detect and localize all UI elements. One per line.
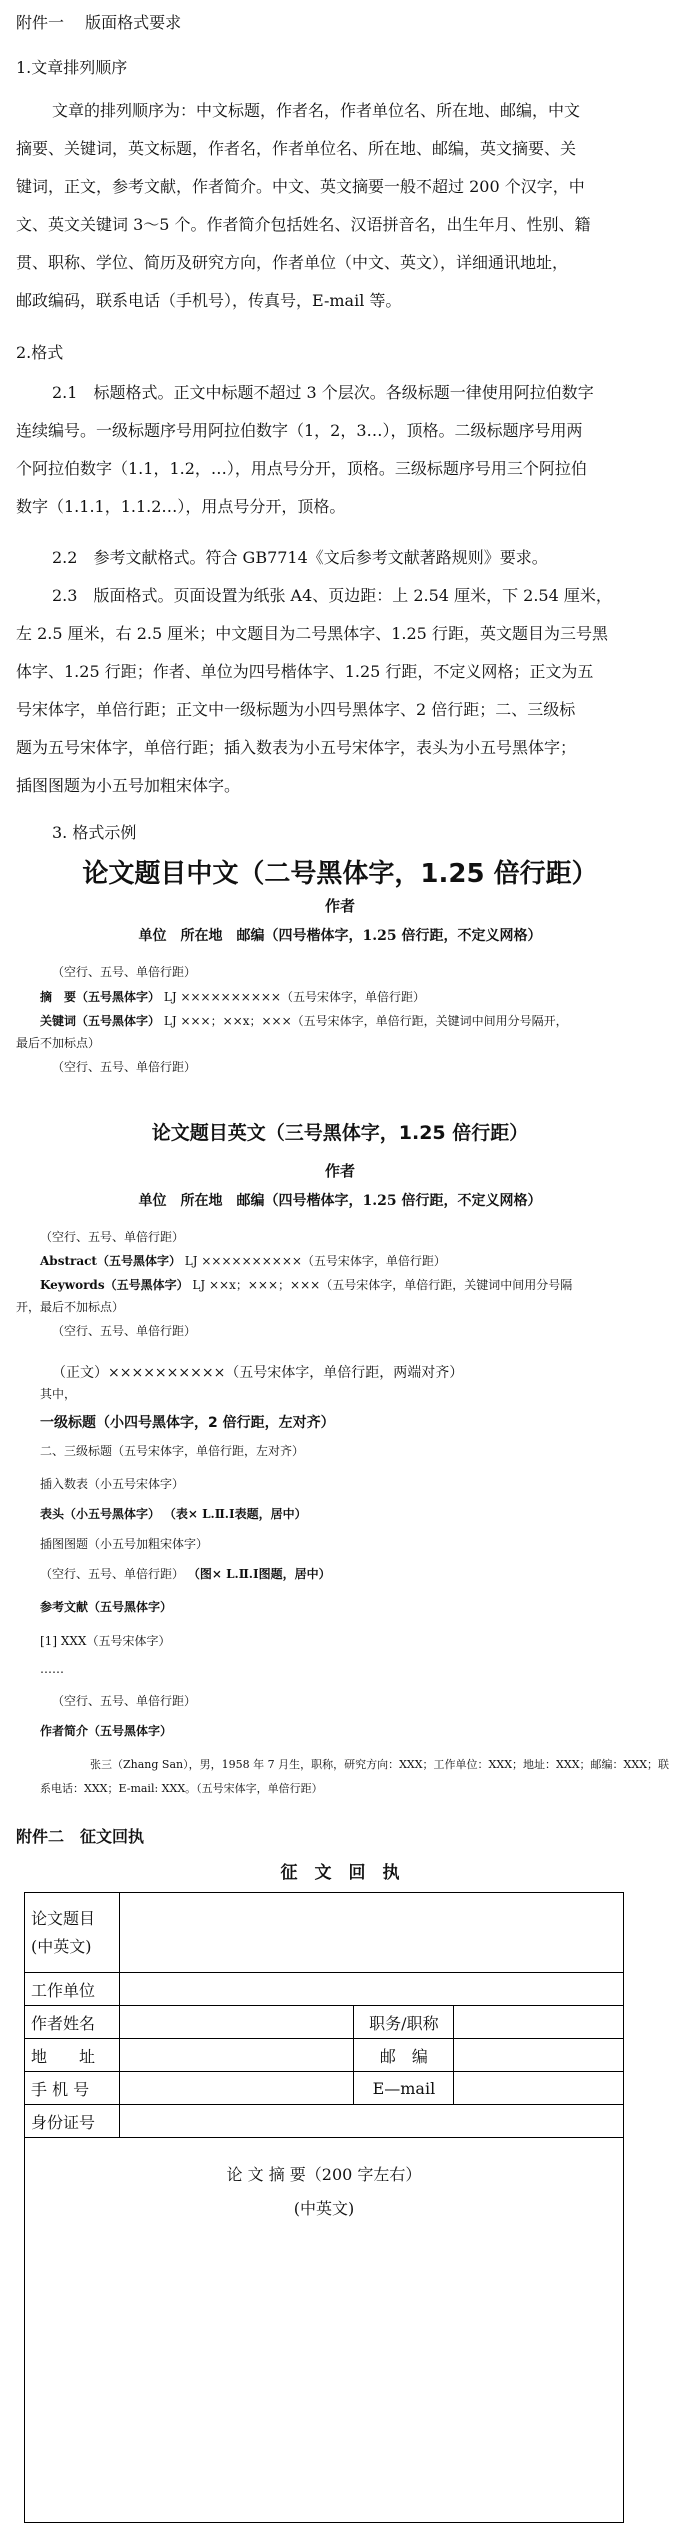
en-abstract-row: [40, 1252, 446, 1269]
s1-line-4: 文、英文关键词 3～5 个。作者简介包括姓名、汉语拼音名，出生年月、性别、籍: [16, 215, 591, 234]
section1-title: 1.文章排列顺序: [16, 58, 128, 77]
example-spacing-3: （空行、五号、单倍行距）: [40, 1230, 185, 1244]
s1-line-6: 邮政编码，联系电话（手机号），传真号，E-mail 等。: [16, 291, 402, 310]
id-number-label: 身份证号: [25, 2105, 120, 2138]
email-label: E—mail: [354, 2072, 454, 2105]
example-en-unit-line: 单位 所在地 邮编（四号楷体字，1.25 倍行距，不定义网格）: [138, 1193, 542, 1209]
address-field[interactable]: [119, 2039, 354, 2072]
bio-line-2: 系电话：XXX；E-mail: XXX。（五号宋体字，单倍行距）: [40, 1782, 323, 1795]
example-author: 作者: [324, 897, 355, 915]
ref-1: [1] XXX（五号宋体字）: [40, 1634, 171, 1648]
s2-3-line-4: 号宋体字，单倍行距；正文中一级标题为小四号黑体字、2 倍行距；二、三级标: [16, 700, 576, 719]
en-keywords-row: [40, 1276, 572, 1293]
s1-line-5: 贯、职称、学位、简历及研究方向，作者单位（中文、英文），详细通讯地址，: [16, 253, 569, 272]
paper-title-label: [25, 1893, 120, 1973]
spacing-6: （空行、五号、单倍行距）: [52, 1694, 197, 1708]
abstract-row: [40, 988, 425, 1005]
position-label: 职务/职称: [354, 2006, 454, 2039]
s1-line-3: 键词，正文，参考文献，作者简介。中文、英文摘要一般不超过 200 个汉字，中: [16, 177, 585, 196]
keywords-label: 关键词（五号黑体字）: [40, 1014, 161, 1028]
keywords-cont: 最后不加标点）: [16, 1036, 101, 1050]
example-spacing-1: （空行、五号、单倍行距）: [52, 965, 197, 979]
receipt-form-table: [24, 1892, 624, 2523]
id-number-field[interactable]: [119, 2105, 623, 2138]
author-name-label: 作者姓名: [25, 2006, 120, 2039]
example-cn-title: 论文题目中文（二号黑体字，1.25 倍行距）: [82, 859, 598, 889]
work-unit-label: 工作单位: [25, 1973, 120, 2006]
table-insert: 插入数表（小五号宋体字）: [40, 1477, 185, 1491]
fig-title: 插图图题（小五号加粗宋体字）: [40, 1537, 209, 1551]
bio-line-1: 张三（Zhang San），男，1958 年 7 月生，职称，研究方向：XXX；工作单位：XXX；地址：XXX；邮编：XXX；联: [90, 1758, 670, 1771]
abstract-text: LJ ××××××××××（五号宋体字，单倍行距）: [163, 990, 425, 1004]
s2-3-line-2: 左 2.5 厘米，右 2.5 厘米；中文题目为二号黑体字、1.25 行距，英文题目为三号黑: [16, 624, 608, 643]
spacing-5: （空行、五号、单倍行距）: [40, 1567, 185, 1581]
example-spacing-4: （空行、五号、单倍行距）: [52, 1324, 197, 1338]
table-head-label: 表头（小五号黑体字）: [40, 1507, 161, 1521]
s2-1-line-4: 数字（1.1.1，1.1.2…），用点号分开，顶格。: [16, 497, 346, 516]
paper-title-field[interactable]: [119, 1893, 623, 1973]
section3-title: 3. 格式示例: [52, 823, 137, 842]
s2-3-line-5: 题为五号宋体字，单倍行距；插入数表为小五号宋体字，表头为小五号黑体字；: [16, 738, 577, 757]
body-line: （正文）××××××××××（五号宋体字，单倍行距，两端对齐）: [52, 1365, 464, 1381]
section2-title: 2.格式: [16, 343, 64, 362]
abstract-title: 论 文 摘 要（200 字左右）: [226, 2165, 422, 2184]
mobile-label: 手 机 号: [25, 2072, 120, 2105]
table-head-text: （表× L.Ⅱ.I表题，居中）: [163, 1507, 307, 1521]
s2-1-line-3: 个阿拉伯数字（1.1，1.2，…），用点号分开，顶格。三级标题序号用三个阿拉伯: [16, 459, 587, 478]
s2-3-line-6: 插图图题为小五号加粗宋体字。: [16, 776, 241, 795]
qizhong: 其中，: [40, 1387, 77, 1401]
refs-label: 参考文献（五号黑体字）: [40, 1600, 173, 1614]
abstract-subtitle: (中英文): [293, 2199, 355, 2218]
example-unit-line: 单位 所在地 邮编（四号楷体字，1.25 倍行距，不定义网格）: [138, 928, 542, 944]
address-label: 地 址: [25, 2039, 120, 2072]
postcode-field[interactable]: [454, 2039, 624, 2072]
abstract-box[interactable]: [25, 2138, 624, 2523]
mobile-field[interactable]: [119, 2072, 354, 2105]
author-name-field[interactable]: [119, 2006, 354, 2039]
example-spacing-2: （空行、五号、单倍行距）: [52, 1060, 197, 1074]
ellipsis: ……: [40, 1662, 64, 1676]
abstract-label: 摘 要（五号黑体字）: [40, 990, 161, 1004]
s1-line-1: 文章的排列顺序为：中文标题，作者名，作者单位名、所在地、邮编，中文: [52, 101, 581, 120]
attachment2-heading: 附件二 征文回执: [16, 1827, 145, 1846]
en-keywords-cont: 开，最后不加标点）: [16, 1300, 125, 1314]
email-field[interactable]: [454, 2072, 624, 2105]
s2-3-line-3: 体字、1.25 行距；作者、单位为四号楷体字、1.25 行距，不定义网格；正文为五: [16, 662, 594, 681]
en-keywords-text: LJ ××ⅹ；×××；×××（五号宋体字，单倍行距，关键词中间用分号隔: [192, 1278, 573, 1292]
keywords-row: [40, 1012, 568, 1029]
en-keywords-label: Keywords（五号黑体字）: [40, 1278, 189, 1292]
example-en-title: 论文题目英文（三号黑体字，1.25 倍行距）: [151, 1122, 529, 1144]
en-abstract-label: Abstract（五号黑体字）: [40, 1254, 181, 1268]
form-title: 征 文 回 执: [280, 1863, 400, 1883]
position-field[interactable]: [454, 2006, 624, 2039]
s2-2-line: 2.2 参考文献格式。符合 GB7714《文后参考文献著路规则》要求。: [52, 548, 548, 567]
s2-3-line-1: 2.3 版面格式。页面设置为纸张 A4、页边距：上 2.54 厘米，下 2.54 厘米，: [52, 586, 612, 605]
paper-title-label-2: (中英文): [31, 1936, 92, 1956]
en-abstract-text: LJ ××××××××××（五号宋体字，单倍行距）: [184, 1254, 446, 1268]
example-en-author: 作者: [324, 1162, 355, 1180]
postcode-label: 邮 编: [354, 2039, 454, 2072]
attachment1-heading: 附件一 版面格式要求: [16, 13, 182, 32]
keywords-text: LJ ×××；××ⅹ；×××（五号宋体字，单倍行距，关键词中间用分号隔开，: [163, 1014, 568, 1028]
fig-row: [40, 1565, 331, 1582]
level23-heading: 二、三级标题（五号宋体字，单倍行距，左对齐）: [40, 1444, 305, 1458]
table-head-row: [40, 1505, 307, 1522]
work-unit-field[interactable]: [119, 1973, 623, 2006]
s1-line-2: 摘要、关键词，英文标题，作者名，作者单位名、所在地、邮编，英文摘要、关: [16, 139, 577, 158]
bio-label: 作者简介（五号黑体字）: [40, 1724, 173, 1738]
level1-heading: 一级标题（小四号黑体字，2 倍行距，左对齐）: [40, 1415, 335, 1431]
s2-1-line-1: 2.1 标题格式。正文中标题不超过 3 个层次。各级标题一律使用阿拉伯数字: [52, 383, 594, 402]
paper-title-label-1: 论文题目: [31, 1908, 96, 1928]
s2-1-line-2: 连续编号。一级标题序号用阿拉伯数字（1，2，3…），顶格。二级标题序号用两: [16, 421, 583, 440]
fig-text: （图× L.Ⅱ.I图题，居中）: [187, 1567, 331, 1581]
